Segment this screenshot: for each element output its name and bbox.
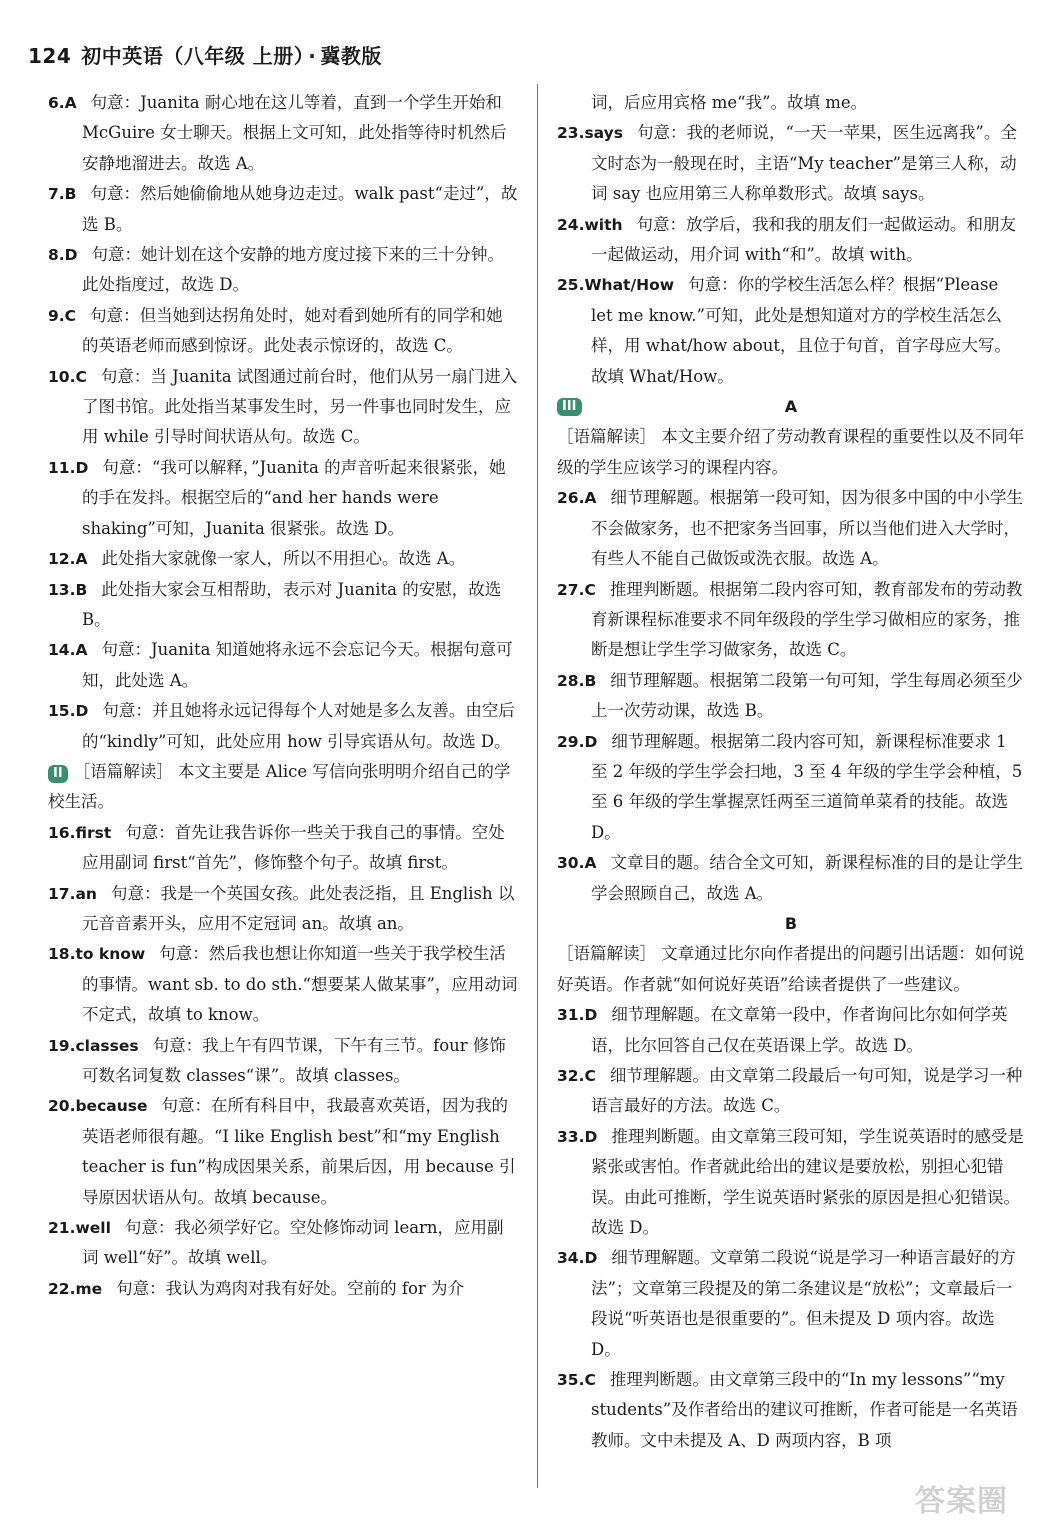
answer-number: 24.with <box>557 215 623 234</box>
answer-explanation: 句意：当 Juanita 试图通过前台时，他们从另一扇门进入了图书馆。此处指当某事发生时，另一件事也同时发生，应用 while 引导时间状语从句。故选 C。 <box>82 366 518 447</box>
answer-number: 20.because <box>48 1097 148 1116</box>
answer-explanation: 句意：但当她到达拐角处时，她对看到她所有的同学和她的英语老师而感到惊讶。此处表示惊讶的，故选 C。 <box>82 305 503 356</box>
answer-number: 34.D <box>557 1249 598 1268</box>
answer-number: 35.C <box>557 1371 596 1390</box>
answer-number: 17.an <box>48 884 97 903</box>
watermark-logo: 答案圈 <box>915 1484 1008 1519</box>
answer-number: 10.C <box>48 367 87 386</box>
answer-number: 22.me <box>48 1279 103 1298</box>
answer-explanation: 句意：我认为鸡肉对我有好处。空前的 for 为介 <box>116 1278 465 1298</box>
answer-number: 31.D <box>557 1006 598 1025</box>
answer-item <box>557 1243 1025 1365</box>
answer-item <box>48 362 518 453</box>
answer-explanation: 句意：我的老师说，“一天一苹果，医生远离我”。全文时态为一般现在时，主语“My teacher”是第三人称，动词 say 也应用第三人称单数形式。故填 says。 <box>591 123 1017 204</box>
answer-explanation: 句意：然后我也想让你知道一些关于我学校生活的事情。want sb. to do sth.“想要某人做某事”，应用动词不定式，故填 to know。 <box>82 944 518 1025</box>
answer-explanation: 句意：“我可以解释，”Juanita 的声音听起来很紧张，她的手在发抖。根据空后的“and her hands were shaking”可知，Juanita 很紧张。故选 D。 <box>82 457 506 538</box>
answer-explanation: 句意：放学后，我和我的朋友们一起做运动。和朋友一起做运动，用介词 with“和”。故填 with。 <box>591 214 1017 265</box>
answer-item <box>48 1031 518 1092</box>
answer-item <box>557 1000 1025 1061</box>
answer-item <box>48 301 518 362</box>
answer-item <box>557 1122 1025 1244</box>
answer-explanation: 此处指大家会互相帮助，表示对 Juanita 的安慰，故选 B。 <box>82 579 502 629</box>
answer-number: 33.D <box>557 1127 598 1146</box>
answer-explanation: 文章目的题。结合全文可知，新课程标准的目的是让学生学会照顾自己，故选 A。 <box>591 853 1023 903</box>
answer-item <box>557 575 1025 666</box>
answer-item <box>48 1213 518 1274</box>
answer-number: 14.A <box>48 641 88 660</box>
page-header <box>28 40 1008 69</box>
answer-explanation: 细节理解题。根据第一段可知，因为很多中国的中小学生不会做家务，也不把家务当回事，所以当他们进入大学时，有些人不能自己做饭或洗衣服。故选 A。 <box>591 488 1023 569</box>
answer-item <box>48 88 518 179</box>
answer-number: 16.first <box>48 823 112 842</box>
answer-explanation: 句意：Juanita 知道她将永远不会忘记今天。根据句意可知，此处选 A。 <box>82 640 513 690</box>
section-badge: II <box>48 765 68 783</box>
section-intro-text: ［语篇解读］ 本文主要是 Alice 写信向张明明介绍自己的学校生活。 <box>48 761 511 812</box>
answer-number: 9.C <box>48 306 77 325</box>
answer-item <box>557 848 1025 909</box>
answer-item <box>48 939 518 1030</box>
passage-intro: ［语篇解读］ 本文主要介绍了劳动教育课程的重要性以及不同年级的学生应该学习的课程内容。 <box>557 427 1025 477</box>
answer-item <box>48 1091 518 1213</box>
answer-explanation: 句意：然后她偷偷地从她身边走过。walk past“走过”，故选 B。 <box>82 184 518 234</box>
passage-heading <box>557 392 1025 422</box>
answer-explanation: 推理判断题。由文章第三段可知，学生说英语时的感受是紧张或害怕。作者就此给出的建议是要放松，别担心犯错误。由此可推断，学生说英语时紧张的原因是担心犯错误。故选 D。 <box>591 1126 1024 1238</box>
answer-item <box>557 1365 1025 1456</box>
answer-explanation: 细节理解题。由文章第二段最后一句可知，说是学习一种语言最好的方法。故选 C。 <box>591 1066 1023 1116</box>
answer-explanation: 句意：并且她将永远记得每个人对她是多么友善。由空后的“kindly”可知，此处应用 how 引导宾语从句。故选 D。 <box>82 701 515 751</box>
answer-number: 28.B <box>557 671 597 690</box>
answer-number: 19.classes <box>48 1036 139 1055</box>
answer-explanation: 推理判断题。由文章第三段中的“In my lessons”“my students”及作者给出的建议可推断，作者可能是一名英语教师。文中未提及 A、D 两项内容，B 项 <box>591 1370 1018 1450</box>
answer-item <box>48 696 518 757</box>
answer-item <box>557 118 1025 209</box>
answer-item <box>557 483 1025 574</box>
answer-item <box>557 727 1025 849</box>
answer-explanation: 细节理解题。根据第二段内容可知，新课程标准要求 1 至 2 年级的学生学会扫地，3 至 4 年级的学生学会种植，5 至 6 年级的学生掌握烹饪两至三道简单菜肴的技能。故选 D。 <box>591 731 1023 842</box>
answer-item <box>557 270 1025 392</box>
answer-explanation: 句意：我是一个英国女孩。此处表泛指，且 English 以元音音素开头，应用不定冠词 an。故填 an。 <box>82 883 515 933</box>
answer-number: 25.What/How <box>557 276 675 295</box>
answer-number: 30.A <box>557 854 597 873</box>
left-column <box>48 88 518 1304</box>
passage-heading: B <box>784 913 798 933</box>
answer-item <box>557 666 1025 727</box>
book-edition: 冀教版 <box>320 44 382 68</box>
answer-number: 32.C <box>557 1067 596 1085</box>
answer-item <box>48 879 518 940</box>
section-intro <box>48 757 518 818</box>
answer-explanation: 句意：你的学校生活怎么样？根据“Please let me know.”可知，此处是想知道对方的学校生活怎么样，用 what/how about，且位于句首，首字母应大写。故填 What/How。 <box>591 275 1012 386</box>
answer-number: 18.to know <box>48 945 146 964</box>
answer-explanation: 句意：她计划在这个安静的地方度过接下来的三十分钟。此处指度过，故选 D。 <box>82 245 505 295</box>
answer-item <box>48 240 518 301</box>
answer-number: 13.B <box>48 580 88 599</box>
answer-number: 29.D <box>557 732 598 751</box>
answer-number: 23.says <box>557 124 623 143</box>
answer-item <box>557 1061 1025 1122</box>
answer-item <box>48 453 518 544</box>
answer-number: 21.well <box>48 1219 111 1238</box>
answer-number: 15.D <box>48 702 89 721</box>
page-number: 124 <box>28 44 72 68</box>
answer-number: 26.A <box>557 489 597 508</box>
answer-item <box>48 818 518 879</box>
answer-explanation: 句意：首先让我告诉你一些关于我自己的事情。空处应用副词 first“首先”，修饰整个句子。故填 first。 <box>82 822 505 873</box>
section-badge: III <box>557 398 582 416</box>
answer-explanation: 句意：我必须学好它。空处修饰动词 learn，应用副词 well“好”。故填 well。 <box>82 1218 504 1268</box>
answer-number: 7.B <box>48 185 77 204</box>
right-column <box>557 88 1025 1456</box>
answer-item <box>557 210 1025 271</box>
passage-letter: A <box>784 397 798 417</box>
answer-explanation: 细节理解题。文章第二段说“说是学习一种语言最好的方法”；文章第三段提及的第二条建议是“放松”；文章最后一段说“听英语也是很重要的”。但未提及 D 项内容。故选 D。 <box>591 1248 1016 1359</box>
passage-intro: ［语篇解读］ 文章通过比尔向作者提出的问题引出话题：如何说好英语。作者就“如何说好英语”给读者提供了一些建议。 <box>557 944 1025 994</box>
answer-explanation: 细节理解题。在文章第一段中，作者询问比尔如何学英语，比尔回答自己仅在英语课上学。故选 D。 <box>591 1005 1008 1055</box>
answer-explanation: 句意：在所有科目中，我最喜欢英语，因为我的英语老师很有趣。“I like English best”和“my English teacher is fun”构成因果关系，前果后因，用 because 引导原因状语从句。故填 because。 <box>82 1096 516 1207</box>
book-title: 初中英语（八年级 上册） <box>81 44 305 68</box>
answer-explanation: 细节理解题。根据第二段第一句可知，学生每周必须至少上一次劳动课，故选 B。 <box>591 670 1023 721</box>
answer-item <box>48 1274 518 1304</box>
answer-item <box>48 544 518 574</box>
answer-continuation: 词，后应用宾格 me“我”。故填 me。 <box>591 93 868 112</box>
answer-explanation: 推理判断题。根据第二段内容可知，教育部发布的劳动教育新课程标准要求不同年级段的学生学习做相应的家务，推断是想让学生学习做家务，故选 C。 <box>591 579 1023 660</box>
answer-explanation: 此处指大家就像一家人，所以不用担心。故选 A。 <box>101 549 466 569</box>
column-divider <box>537 84 538 1488</box>
answer-explanation: 句意：Juanita 耐心地在这儿等着，直到一个学生开始和 McGuire 女士聊天。根据上文可知，此处指等待时机然后安静地溜进去。故选 A。 <box>82 93 507 173</box>
answer-item <box>48 575 518 636</box>
answer-explanation: 句意：我上午有四节课，下午有三节。four 修饰可数名词复数 classes“课”。故填 classes。 <box>82 1035 506 1085</box>
answer-number: 6.A <box>48 94 77 112</box>
answer-number: 27.C <box>557 580 596 599</box>
answer-number: 8.D <box>48 246 78 265</box>
answer-number: 11.D <box>48 458 89 477</box>
bullet-separator: · <box>308 44 317 68</box>
answer-number: 12.A <box>48 550 88 569</box>
answer-item <box>48 179 518 240</box>
answer-item <box>48 635 518 696</box>
